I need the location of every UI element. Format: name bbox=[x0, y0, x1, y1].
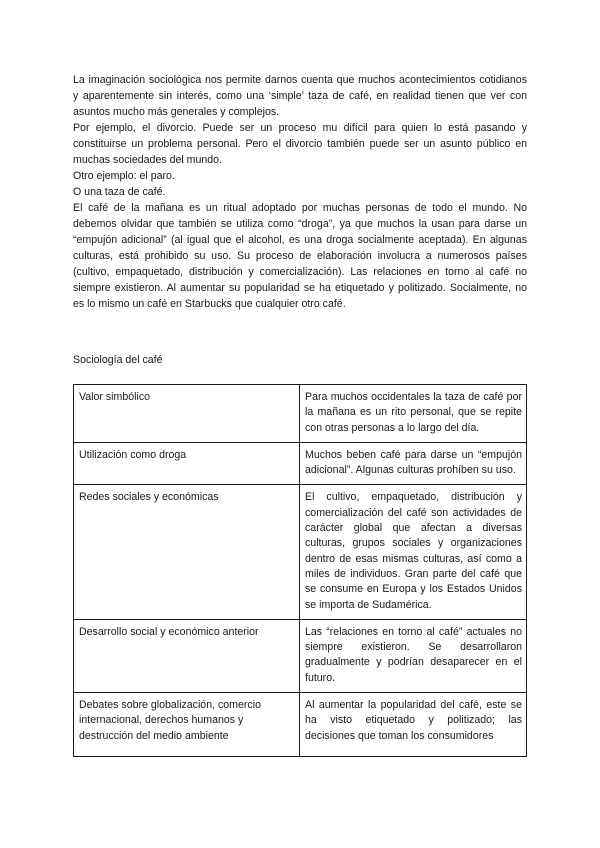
table-row bbox=[74, 385, 527, 443]
table-cell-description: El cultivo, empaquetado, distribución y comercialización del café son actividades de carácter global que afectan a diversas culturas, grupos sociales y organizaciones dentro de esas mismas culturas, así como a miles de individuos. Gran parte del café que se consume en Europa y los Estados Unidos se importa de Sudamérica. bbox=[300, 485, 527, 619]
paragraph-unemployment: Otro ejemplo: el paro. bbox=[73, 170, 175, 182]
sociology-table bbox=[73, 384, 527, 757]
table-row bbox=[74, 619, 527, 692]
body-text bbox=[73, 72, 527, 312]
table-cell-concept: Utilización como droga bbox=[74, 442, 300, 485]
table-cell-concept: Debates sobre globalización, comercio internacional, derechos humanos y destrucción del medio ambiente bbox=[74, 693, 300, 757]
table-cell-description: Muchos beben café para darse un “empujón adicional”. Algunas culturas prohíben su uso. bbox=[300, 442, 527, 485]
table-title: Sociología del café bbox=[73, 354, 163, 366]
table-row bbox=[74, 485, 527, 619]
table-cell-description-text: Al aumentar la popularidad del café, este se ha visto etiquetado y politizado; las decisiones que toman los consumidores bbox=[305, 699, 522, 742]
paragraph-coffee-cup: O una taza de café. bbox=[73, 186, 166, 198]
table-cell-description bbox=[300, 693, 527, 757]
paragraph-divorce: Por ejemplo, el divorcio. Puede ser un proceso mu difícil para quien lo está pasando y constituirse un problema personal. Pero el divorcio también puede ser un asunto público en muchas sociedades del mundo. bbox=[73, 122, 527, 166]
paragraph-coffee-ritual: El café de la mañana es un ritual adoptado por muchas personas de todo el mundo. No debemos olvidar que también se utiliza como “droga”, ya que muchos la usan para darse un “empujón adicional” (al igual que el alcohol, es una droga socialmente aceptada). En algunas culturas, está prohibido su uso. Su proceso de elaboración involucra a numerosos países (cultivo, empaquetado, distribución y comercialización). Las relaciones en torno al café no siempre existieron. Al aumentar su popularidad se ha etiquetado y politizado. Socialmente, no es lo mismo un café en Starbucks que cualquier otro café. bbox=[73, 202, 527, 310]
table-row bbox=[74, 693, 527, 757]
table-cell-concept: Valor simbólico bbox=[74, 385, 300, 443]
table-cell-concept: Redes sociales y económicas bbox=[74, 485, 300, 619]
table-cell-description: Para muchos occidentales la taza de café por la mañana es un rito personal, que se repite con otras personas a lo largo del día. bbox=[300, 385, 527, 443]
paragraph-intro: La imaginación sociológica nos permite darnos cuenta que muchos acontecimientos cotidianos y aparentemente sin interés, como una ‘simple’ taza de café, en realidad tienen que ver con asuntos mucho más generales y complejos. bbox=[73, 74, 527, 118]
table-row bbox=[74, 442, 527, 485]
table-cell-description: Las “relaciones en torno al café” actuales no siempre existieron. Se desarrollaron gradualmente y podrían desaparecer en el futuro. bbox=[300, 619, 527, 692]
table-cell-concept: Desarrollo social y económico anterior bbox=[74, 619, 300, 692]
